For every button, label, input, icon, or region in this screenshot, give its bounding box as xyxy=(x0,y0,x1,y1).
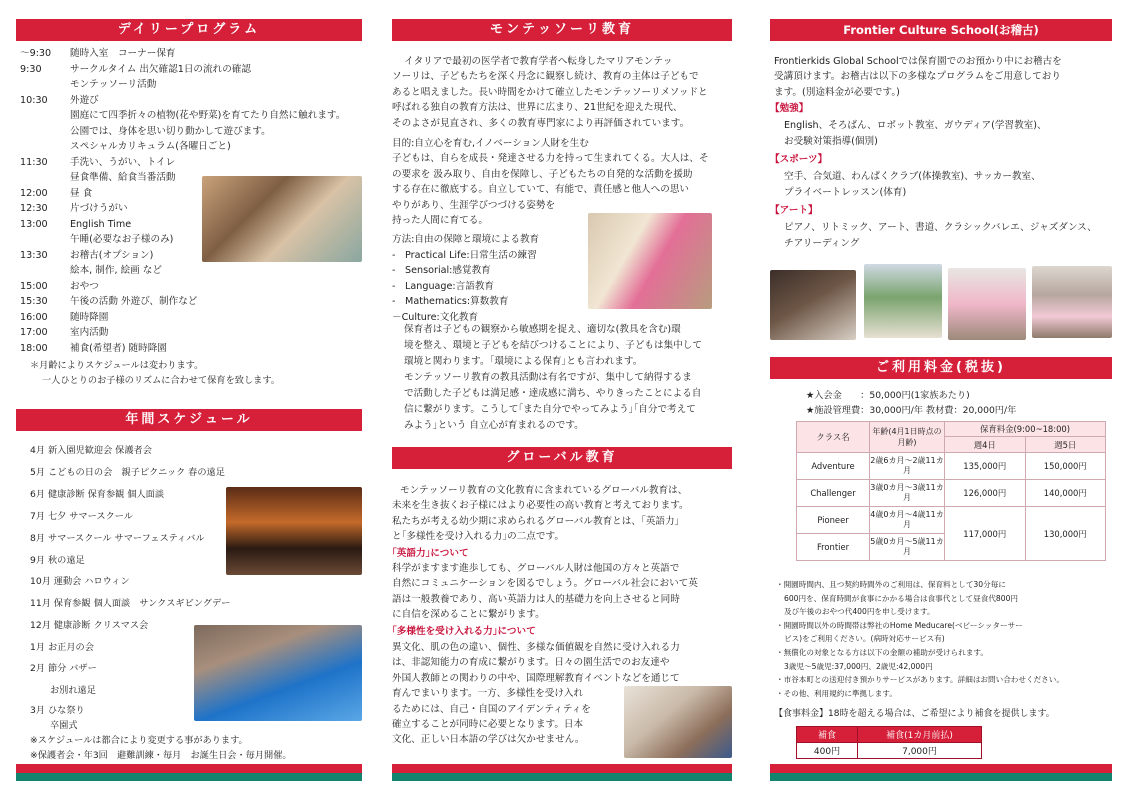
teacher-child-photo xyxy=(624,686,732,758)
dance-class-photo xyxy=(1032,266,1112,338)
annual-event: 4月 新入園児歓迎会 保護者会 xyxy=(30,445,152,456)
daily-note: 一人ひとりのお子様のリズムに合わせて保育を致します。 xyxy=(42,375,280,386)
diversity-line: は、非認知能力の育成に繋がります。日々の園生活でのお友達や xyxy=(392,657,670,669)
meal-price: 400円 xyxy=(797,743,858,759)
daily-time: 13:00 xyxy=(20,218,48,230)
annual-event: 11月 保育参観 個人面談 サンクスギビングデー xyxy=(30,598,231,609)
category-item: English、そろばん、ロボット教室、ガウディア(学習教室)、 xyxy=(784,120,1047,131)
daily-time: 15:30 xyxy=(20,296,48,307)
fee-line: ★施設管理費：30,000円/年 教材費：20,000円/年 xyxy=(806,405,1017,416)
annual-event: 7月 七夕 サマースクール xyxy=(30,511,133,522)
daily-time: 11:30 xyxy=(20,156,48,168)
daily-time: 12:30 xyxy=(20,203,48,214)
class-age: 3歳0カ月～3歳11カ月 xyxy=(870,480,945,507)
note-line: ・その他、利用規約に準拠します。 xyxy=(776,688,897,698)
diversity-line: 育んでまいります。一方、多様性を受け入れ xyxy=(392,688,584,700)
english-line: に自信を深めることに繋がります。 xyxy=(392,609,545,621)
intro-line: ソーリは、子どもたちを深く丹念に観察し続け、教育の主体は子どもで xyxy=(392,71,699,83)
footer-strip xyxy=(16,764,362,781)
method-line: で活動した子どもは満足感・達成感に満ち、やりきったことによる自 xyxy=(404,388,702,399)
purpose-line: 目的:自立心を育む,イノベーション人財を生む xyxy=(392,138,589,149)
class-name: Pioneer xyxy=(797,507,870,534)
daily-activity: お稽古(オプション) xyxy=(70,249,154,261)
annual-event: 9月 秋の遠足 xyxy=(30,555,85,566)
class-name: Frontier xyxy=(797,534,870,561)
method-line: 信に繋がります。こうして｢また自分でやってみよう｣｢自分で考えて xyxy=(404,404,696,415)
stage-performance-photo xyxy=(226,487,362,575)
intro-line: Frontierkids Global Schoolでは保育園でのお預かり中にお稽古を xyxy=(774,56,1062,67)
ballet-class-photo xyxy=(948,268,1026,340)
intro-line: そのよさが見直され、多くの教育専門家により再評価されています。 xyxy=(392,117,690,129)
global-education-header: グローバル教育 xyxy=(392,447,732,469)
fee-week5: 140,000円 xyxy=(1025,480,1106,507)
global-line: と｢多様性を受け入れる力｣の二点です。 xyxy=(392,531,564,543)
method-title: 方法:自由の保障と環境による教育 xyxy=(392,234,540,245)
annual-event: 卒園式 xyxy=(50,720,78,731)
daily-activity: 園庭にて四季折々の植物(花や野菜)を育てたり自然に触れます。 xyxy=(70,110,346,121)
intro-line: ます。(別途料金が必要です。) xyxy=(774,86,900,98)
meal-note: 【食事料金】18時を超える場合は、ご希望により補食を提供します。 xyxy=(774,709,1055,719)
method-item: - Language:言語教育 xyxy=(392,280,495,292)
purpose-line: 子どもは、自らを成長・発達させる力を持って生まれてくる。大人は、そ xyxy=(392,153,709,165)
note-line: ・開園時間内、且つ契約時間外のご利用は、保育料として30分毎に xyxy=(776,580,1006,589)
daily-time: 15:00 xyxy=(20,280,48,292)
daily-activity: 昼食準備、給食当番活動 xyxy=(70,172,176,183)
meal-header: 補食 xyxy=(797,727,858,743)
category-heading: 【アート】 xyxy=(770,205,818,216)
daily-activity: おやつ xyxy=(70,280,99,292)
annual-event: お別れ遠足 xyxy=(50,685,96,696)
annual-schedule-header: 年間スケジュール xyxy=(16,409,362,431)
annual-event: 8月 サマースクール サマーフェスティバル xyxy=(30,533,205,544)
note-line: ・市谷本町との送迎付き預かりサービスがあります。詳細はお問い合わせください。 xyxy=(776,675,1064,685)
annual-event: 10月 運動会 ハロウィン xyxy=(30,576,130,587)
daily-activity: 午後の活動 外遊び、制作など xyxy=(70,296,198,307)
purpose-line: する存在に徹底する。自立していて、有能で、責任感と他人への思い xyxy=(392,184,690,196)
daily-activity: 手洗い、うがい、トイレ xyxy=(70,156,176,168)
daily-time: 9:30 xyxy=(20,63,42,75)
culture-school-header: Frontier Culture School(お稽古) xyxy=(770,19,1112,41)
category-item: プライベートレッスン(体育) xyxy=(784,187,907,198)
intro-line: 呼ばれる独自の教育方法は、世界に広まり、21世紀を迎えた現代、 xyxy=(392,102,683,114)
header-class: クラス名 xyxy=(797,422,870,453)
diversity-line: 文化、正しい日本語の学びは欠かせません。 xyxy=(392,734,585,746)
method-line: 保育者は子どもの観察から敏感期を捉え、適切な(教具を含む)環 xyxy=(404,324,681,335)
category-heading: 【スポーツ】 xyxy=(770,154,828,165)
note-line: 及び午後のおやつ代400円を申し受けます。 xyxy=(784,607,935,617)
daily-note: ＊月齢によりスケジュールは変わります。 xyxy=(30,360,204,371)
daily-activity: スペシャルカリキュラム(各曜日ごと) xyxy=(70,141,231,152)
english-heading: ｢英語力｣について xyxy=(392,548,469,559)
meal-table xyxy=(796,726,982,759)
montessori-header: モンテッソーリ教育 xyxy=(392,19,732,41)
daily-activity: サークルタイム 出欠確認1日の流れの確認 xyxy=(70,63,251,75)
annual-note: ※保護者会・年3回 避難訓練・毎月 お誕生日会・毎月開催。 xyxy=(30,750,292,761)
note-line: ビス)をご利用ください。(病時対応サービス有) xyxy=(784,634,945,644)
diversity-line: るためには、自己・自国のアイデンティティを xyxy=(392,703,591,715)
diversity-line: 外国人教師との関わりの中や、国際理解教育イベントなどを通じて xyxy=(392,672,680,684)
class-age: 4歳0カ月～4歳11カ月 xyxy=(870,507,945,534)
fee-week4: 117,000円 xyxy=(945,507,1026,561)
fee-week5: 150,000円 xyxy=(1025,453,1106,480)
daily-program-header: デイリープログラム xyxy=(16,19,362,41)
purpose-line: の要求を 汲み取り、自由を保障し、子どもたちの自発的な活動を援助 xyxy=(392,168,693,180)
diversity-line: 異文化、肌の色の違い、個性、多様な価値観を自然に受け入れる力 xyxy=(392,642,680,653)
method-line: みよう｣という 自立心が育まれるのです。 xyxy=(404,420,584,431)
intro-line: あると唱えました。長い時間をかけて確立したモンテッソーリメソッドと xyxy=(392,86,708,98)
daily-time: 18:00 xyxy=(20,342,48,354)
footer-strip xyxy=(392,764,732,781)
global-line: 未来を生き抜くお子様にはより必要性の高い教育と考えております。 xyxy=(392,500,689,512)
note-line: 3歳児～5歳児:37,000円、2歳児:42,000円 xyxy=(784,661,933,671)
annual-event: 6月 健康診断 保育参観 個人面談 xyxy=(30,489,165,500)
annual-event: 3月 ひな祭り xyxy=(30,705,85,716)
daily-activity: モンテッソーリ活動 xyxy=(70,79,157,90)
note-line: 600円を、保育時間が食事にかかる場合は食事代として昼食代800円 xyxy=(784,593,1019,603)
daily-activity: 公園では、身体を思い切り動かして遊びます。 xyxy=(70,125,271,137)
intro-line: イタリアで最初の医学者で教育学者へ転身したマリアモンテッ xyxy=(404,56,673,67)
header-week5: 週5日 xyxy=(1025,437,1106,453)
class-name: Challenger xyxy=(797,480,870,507)
category-item: チアリーディング xyxy=(784,238,860,249)
global-line: 私たちが考える幼少期に求められるグローバル教育とは、｢英語力｣ xyxy=(392,515,680,527)
piano-lesson-photo xyxy=(770,270,856,340)
daily-activity: English Time xyxy=(70,218,132,230)
category-item: ピアノ、リトミック、アート、書道、クラシックバレエ、ジャズダンス、 xyxy=(784,222,1097,233)
method-line: 環境と関わります。｢環境による保育｣とも言われます。 xyxy=(404,356,643,367)
meal-price: 7,000円 xyxy=(858,743,982,759)
category-item: 空手、合気道、わんぱくクラブ(体操教室)、サッカー教室、 xyxy=(784,171,1041,182)
annual-event: 5月 こどもの日の会 親子ピクニック 春の遠足 xyxy=(30,467,225,478)
english-line: 語は一般教養であり、高い英語力は人的基礎力を向上させると同時 xyxy=(392,593,680,605)
sports-class-photo xyxy=(864,264,942,338)
daily-activity: 随時降園 xyxy=(70,311,109,323)
daily-activity: 随時入室 コーナー保育 xyxy=(70,48,176,59)
header-age: 年齢(4月1日時点の月齢) xyxy=(870,422,945,453)
intro-line: 受講頂けます。お稽古は以下の多様なプログラムをご用意しており xyxy=(774,71,1061,83)
daily-time: 13:30 xyxy=(20,249,48,261)
daily-activity: 片づけうがい xyxy=(70,203,128,214)
method-line: 境を整え、環境と子どもを結びつけることにより、子どもは集中して xyxy=(404,340,702,351)
annual-event: 2月 節分 バザー xyxy=(30,663,97,674)
annual-event: 1月 お正月の会 xyxy=(30,642,94,653)
english-line: 科学がますます進歩しても、グローバル人財は他国の方々と英語で xyxy=(392,563,680,574)
class-name: Adventure xyxy=(797,453,870,480)
fee-table xyxy=(796,421,1106,561)
method-item: －Culture:文化教育 xyxy=(392,311,479,323)
class-age: 5歳0カ月～5歳11カ月 xyxy=(870,534,945,561)
daily-activity: 室内活動 xyxy=(70,327,109,338)
diversity-line: 確立することが同時に必要となります。日本 xyxy=(392,719,584,730)
annual-event: 12月 健康診断 クリスマス会 xyxy=(30,620,149,631)
method-item: - Mathematics:算数教育 xyxy=(392,296,509,308)
global-line: モンテッソーリ教育の文化教育に含まれているグローバル教育は、 xyxy=(400,485,688,496)
fee-week4: 135,000円 xyxy=(945,453,1026,480)
category-heading: 【勉強】 xyxy=(770,103,809,114)
daily-activity: 補食(希望者) 随時降園 xyxy=(70,342,167,354)
daily-activity: 昼 食 xyxy=(70,187,93,199)
daily-time: ～9:30 xyxy=(20,48,52,59)
footer-strip xyxy=(770,764,1112,781)
daily-time: 16:00 xyxy=(20,311,48,323)
daily-activity: 絵本, 制作, 絵画 など xyxy=(70,265,162,276)
meal-header: 補食(1カ月前払) xyxy=(858,727,982,743)
annual-note: ※スケジュールは都合により変更する事があります。 xyxy=(30,735,248,746)
header-week4: 週4日 xyxy=(945,437,1026,453)
classroom-party-photo xyxy=(194,625,362,721)
fee-week5: 130,000円 xyxy=(1025,507,1106,561)
header-fee: 保育料金(9:00~18:00) xyxy=(945,422,1106,437)
daily-activity: 外遊び xyxy=(70,94,99,106)
note-line: ・開園時間以外の時間帯は弊社のHome Meducare(ベビーシッターサー xyxy=(776,620,1023,630)
daily-time: 12:00 xyxy=(20,187,48,199)
note-line: ・無償化の対象となる方は以下の金額の補助が受けられます。 xyxy=(776,648,989,657)
purpose-line: やりがあり、生涯学びつづける姿勢を xyxy=(392,199,556,211)
fee-line: ★入会金 ：50,000円(1家族あたり) xyxy=(806,390,970,401)
children-eating-photo xyxy=(202,176,362,262)
method-item: - Sensorial:感覚教育 xyxy=(392,265,491,277)
child-pink-tower-photo xyxy=(588,213,712,309)
daily-time: 17:00 xyxy=(20,327,48,338)
fee-week4: 126,000円 xyxy=(945,480,1026,507)
english-line: 自然にコミュニケーションを図るでしょう。グローバル社会において英 xyxy=(392,578,698,590)
method-line: モンテッソーリ教育の教具活動は有名ですが、集中して納得するま xyxy=(404,372,692,383)
fees-header: ご利用料金(税抜) xyxy=(770,357,1112,379)
class-age: 2歳6カ月～2歳11カ月 xyxy=(870,453,945,480)
category-item: お受験対策指導(個別) xyxy=(784,136,878,147)
daily-time: 10:30 xyxy=(20,94,48,106)
method-item: - Practical Life:日常生活の練習 xyxy=(392,250,537,261)
diversity-heading: ｢多様性を受け入れる力｣について xyxy=(392,626,536,637)
purpose-line: 持った人間に育てる。 xyxy=(392,215,488,226)
daily-activity: 午睡(必要なお子様のみ) xyxy=(70,234,174,245)
